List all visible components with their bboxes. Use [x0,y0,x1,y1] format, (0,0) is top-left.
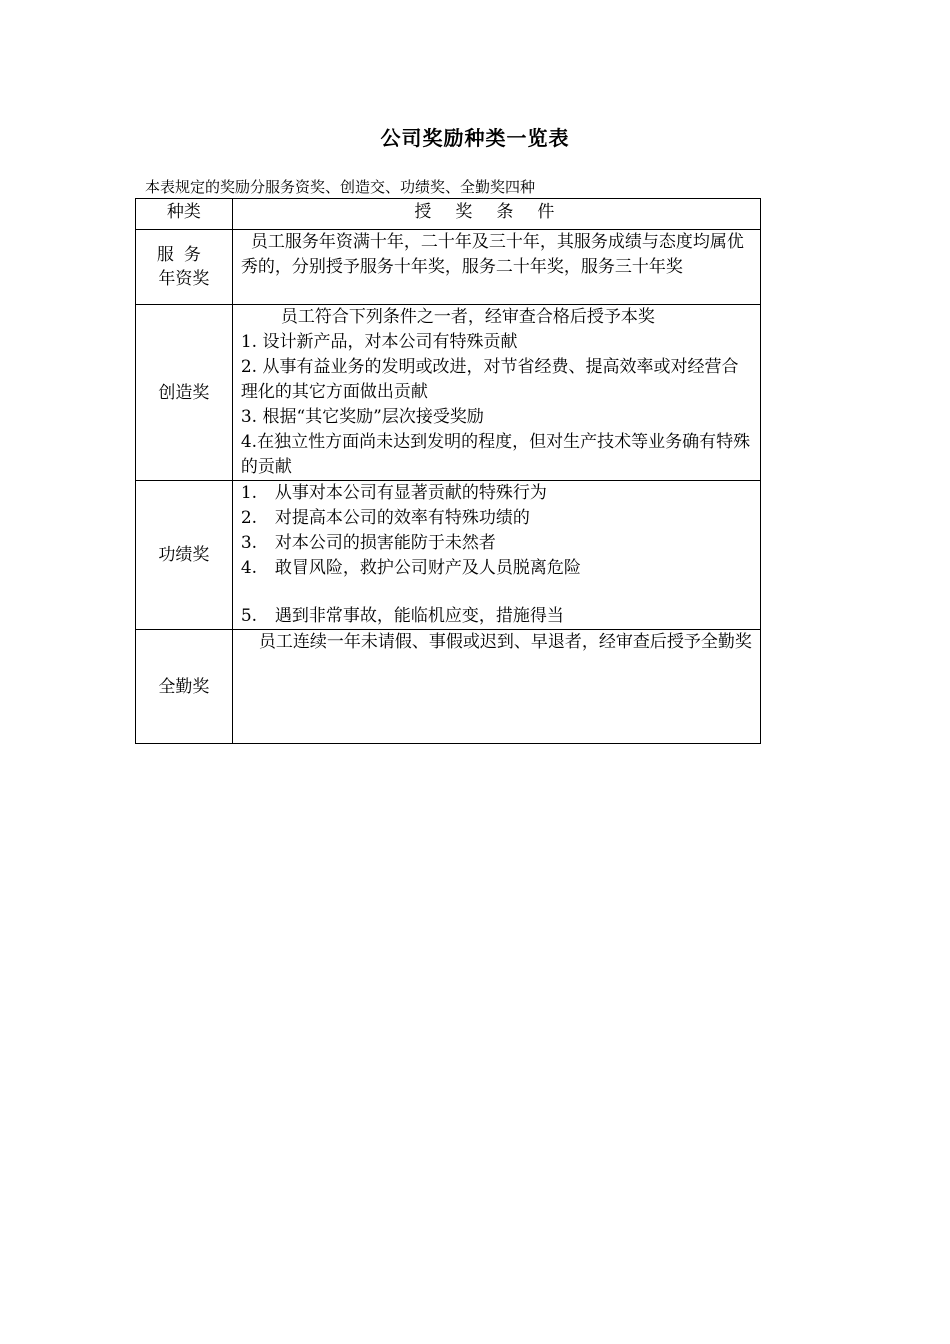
condition-cell-attendance-award [232,630,760,744]
condition-item: 4.在独立性方面尚未达到发明的程度，但对生产技术等业务确有特殊的贡献 [240,432,751,477]
table-row-creation-award [136,305,761,481]
numbered-item [241,506,754,531]
item-text: 对提高本公司的效率有特殊功绩的 [274,508,530,528]
item-text: 敢冒风险，救护公司财产及人员脱离危险 [274,558,581,578]
item-text: 对本公司的损害能防于未然者 [274,533,496,553]
table-row-merit-award [136,481,761,630]
condition-cell-creation-award [232,305,760,481]
condition-text: 员工连续一年未请假、事假或迟到、早退者，经审查后授予全勤奖 [258,632,752,652]
numbered-item [241,531,754,556]
table-header-row [136,199,761,230]
condition-item: 3. 根据“其它奖励”层次接受奖励 [240,407,484,427]
item-number: 2. [240,508,258,528]
condition-text: 员工服务年资满十年，二十年及三十年，其服务成绩与态度均属优秀的，分别授予服务十年奖，服务二十年奖，服务三十年奖 [240,232,744,277]
item-number: 3. [240,533,258,553]
item-number: 5. [240,606,258,626]
table-row-service-award [136,230,761,305]
type-cell-creation-award: 创造奖 [136,305,233,481]
numbered-item [241,481,754,506]
type-cell-service-award [136,230,233,305]
condition-item: 2. 从事有益业务的发明或改进，对节省经费、提高效率或对经营合理化的其它方面做出贡献 [240,357,739,402]
item-number: 4. [240,558,258,578]
numbered-item [241,556,754,581]
type-label-line2: 年资奖 [158,269,210,289]
page-title: 公司奖励种类一览表 [380,126,570,150]
type-label-line1: 服务 [156,245,211,265]
item-number: 1. [240,483,258,503]
intro-text: 本表规定的奖励分服务资奖、创造交、功绩奖、全勤奖四种 [145,178,536,196]
header-type: 种类 [136,199,233,230]
condition-lead: 员工符合下列条件之一者，经审查合格后授予本奖 [280,307,655,327]
table-row-attendance-award [136,630,761,744]
condition-cell-service-award [232,230,760,305]
awards-table [135,198,761,744]
type-cell-attendance-award: 全勤奖 [136,630,233,744]
header-condition: 授奖条件 [232,199,760,230]
condition-cell-merit-award [232,481,760,630]
blank-line [241,581,754,604]
numbered-item [241,604,754,629]
condition-item: 1. 设计新产品，对本公司有特殊贡献 [240,332,518,352]
type-cell-merit-award: 功绩奖 [136,481,233,630]
item-text: 遇到非常事故，能临机应变，措施得当 [274,606,564,626]
item-text: 从事对本公司有显著贡献的特殊行为 [274,483,547,503]
